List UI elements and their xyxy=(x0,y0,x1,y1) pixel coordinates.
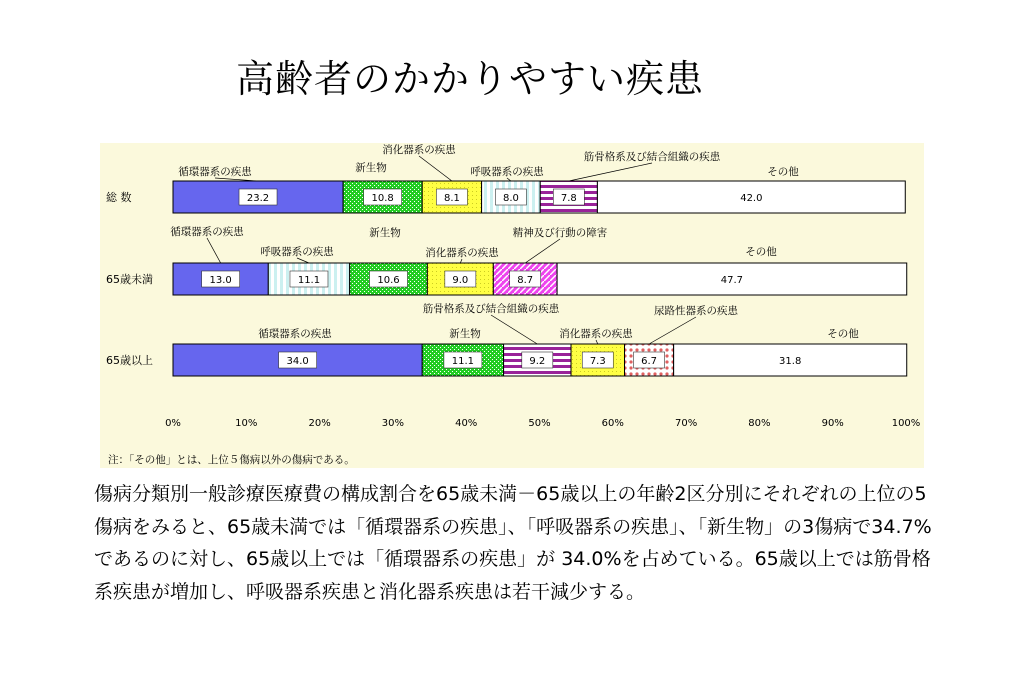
value-label: 9.0 xyxy=(452,275,469,286)
value-label: 10.8 xyxy=(371,193,394,204)
x-tick-label: 20% xyxy=(308,418,331,429)
x-tick-label: 90% xyxy=(821,418,844,429)
value-label: 8.0 xyxy=(502,193,519,204)
value-label: 10.6 xyxy=(377,275,400,286)
segment-name-label: 筋骨格系及び結合組織の疾患 xyxy=(583,151,721,163)
leader-line xyxy=(460,259,462,263)
segment-name-label: 循環器系の疾患 xyxy=(258,328,332,340)
value-label: 42.0 xyxy=(740,193,763,204)
segment-name-label: 循環器系の疾患 xyxy=(170,226,244,238)
leader-line xyxy=(649,317,696,344)
row-label: 65歳以上 xyxy=(106,354,153,367)
row-label: 総 数 xyxy=(106,191,132,204)
leader-line xyxy=(525,239,560,263)
description-text: 傷病分類別一般診療医療費の構成割合を65歳未満－65歳以上の年齢2区分別にそれぞれの上位の5傷病をみると、65歳未満では「循環器系の疾患」、「呼吸器系の疾患」、「新生物」の3傷病で34.7%であるのに対し、65歳以上では「循環器系の疾患」が 34.0%を占めている。65歳以上では筋骨格系疾患が増加し、呼吸器系疾患と消化器系疾患は若干減少する。 xyxy=(94,483,932,603)
value-label: 7.3 xyxy=(589,356,606,367)
x-tick-label: 80% xyxy=(748,418,771,429)
x-tick-label: 50% xyxy=(528,418,551,429)
segment-name-label: 消化器系の疾患 xyxy=(382,144,456,156)
chart-panel xyxy=(100,143,924,468)
segment-name-label: 筋骨格系及び結合組織の疾患 xyxy=(422,303,560,315)
segment-name-label: その他 xyxy=(745,246,777,258)
leader-line xyxy=(207,238,221,263)
segment-name-label: 循環器系の疾患 xyxy=(178,166,252,178)
leader-line xyxy=(419,156,452,181)
slide-title: 高齢者のかかりやすい疾患 xyxy=(235,57,704,101)
value-label: 11.1 xyxy=(451,356,475,367)
segment-name-label: 新生物 xyxy=(449,328,481,340)
leader-line xyxy=(491,315,537,344)
x-tick-label: 100% xyxy=(891,418,921,429)
value-label: 9.2 xyxy=(529,356,546,367)
value-label: 31.8 xyxy=(779,356,802,367)
leader-line xyxy=(596,340,598,344)
segment-name-label: 新生物 xyxy=(369,227,401,239)
segment-name-label: 消化器系の疾患 xyxy=(559,328,633,340)
x-tick-label: 40% xyxy=(455,418,478,429)
x-tick-label: 30% xyxy=(381,418,405,429)
value-label: 11.1 xyxy=(297,275,321,286)
value-label: 6.7 xyxy=(641,356,658,367)
value-label: 47.7 xyxy=(720,275,744,286)
row-label: 65歳未満 xyxy=(106,273,153,286)
segment-name-label: 新生物 xyxy=(355,162,387,174)
value-label: 34.0 xyxy=(286,356,309,367)
value-label: 8.1 xyxy=(443,193,460,204)
segment-name-label: 精神及び行動の障害 xyxy=(512,227,608,239)
value-label: 23.2 xyxy=(246,193,270,204)
segment-name-label: 尿路性器系の疾患 xyxy=(654,305,738,317)
chart-note: 注：「その他」とは、上位５傷病以外の傷病である。 xyxy=(108,454,355,466)
segment-name-label: 呼吸器系の疾患 xyxy=(470,166,544,178)
segment-name-label: 呼吸器系の疾患 xyxy=(260,246,334,258)
segment-name-label: 消化器系の疾患 xyxy=(425,247,499,259)
segment-name-label: その他 xyxy=(827,328,859,340)
stacked-bar-chart xyxy=(100,143,924,468)
value-label: 8.7 xyxy=(517,275,534,286)
segment-name-label: その他 xyxy=(767,166,799,178)
x-tick-label: 10% xyxy=(235,418,258,429)
leader-line xyxy=(297,258,309,263)
x-tick-label: 70% xyxy=(674,418,698,429)
x-tick-label: 0% xyxy=(165,418,181,429)
value-label: 7.8 xyxy=(560,193,577,204)
leader-line xyxy=(569,163,652,181)
value-label: 13.0 xyxy=(209,275,232,286)
x-tick-label: 60% xyxy=(601,418,624,429)
